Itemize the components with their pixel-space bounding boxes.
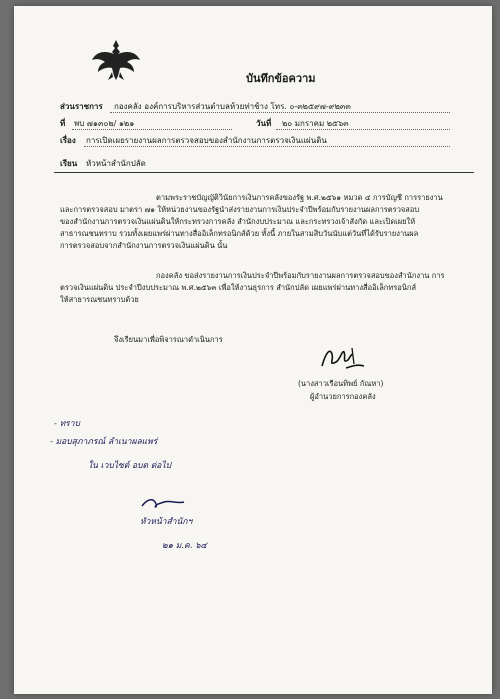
signer-name: (นางสาวเรือนทิพย์ กัณหา)	[298, 379, 384, 388]
handwritten-note: หัวหน้าสำนักฯ	[140, 517, 193, 527]
para2-line: ตรวจเงินแผ่นดิน ประจำปีงบประมาณ พ.ศ.๒๕๖๓ เพื่อให้งานธุรการ สำนักปลัด เผยแพร่ผ่านทางสื่ออิเล็กทรอนิกส์	[60, 283, 417, 292]
subject-label: เรื่อง	[60, 136, 76, 145]
para1-line: ของสำนักงานการตรวจเงินแผ่นดินให้กระทรวงการคลัง สำนักงบประมาณ และกระทรวงเจ้าสังกัด และเปิดเผยให้	[60, 217, 416, 226]
addressee-label: เรียน	[60, 159, 78, 168]
director-signature	[316, 344, 368, 374]
date-dotline	[276, 129, 450, 130]
date-label: วันที่	[256, 119, 272, 128]
department-value: กองคลัง องค์การบริหารส่วนตำบลห้วยท่าช้าง โทร. ๐-๓๒๕๙๗-๙๒๓๓	[114, 102, 351, 111]
department-label: ส่วนราชการ	[60, 102, 103, 111]
header-divider	[54, 172, 474, 173]
handwritten-signature	[138, 494, 190, 514]
handwritten-note: - มอบสุภาภรณ์ ลำเนาผลแพร่	[50, 437, 158, 447]
addressee-value: หัวหน้าสำนักปลัด	[86, 159, 146, 168]
subject-dotline	[84, 146, 450, 147]
memo-page	[14, 6, 492, 694]
date-value: ๒๐ มกราคม ๒๕๖๓	[282, 119, 349, 128]
para1-line: และการตรวจสอบ มาตรา ๗๑ ให้หน่วยงานของรัฐนำส่งรายงานการเงินประจำปีพร้อมกับรายงานผลการตรวจสอบ	[60, 205, 420, 214]
subject-value: การเปิดเผยรายงานผลการตรวจสอบของสำนักงานการตรวจเงินแผ่นดิน	[86, 136, 327, 145]
para1-line: การตรวจสอบจากสำนักงานการตรวจเงินแผ่นดิน นั้น	[60, 241, 228, 250]
department-dotline	[110, 112, 450, 113]
closing-line: จึงเรียนมาเพื่อพิจารณาดำเนินการ	[114, 335, 223, 344]
doc-no-value: พบ ๗๑๓๐๒/ ๑๒๑	[74, 119, 135, 128]
para2-line: ให้สาธารณชนทราบด้วย	[60, 295, 139, 304]
garuda-emblem-icon	[90, 36, 142, 82]
para1-line: สาธารณชนทราบ รวมทั้งเผยแพร่ผ่านทางสื่ออิเล็กทรอนิกส์ด้วย ทั้งนี้ ภายในสามสิบวันนับแต่วันที่ได้รับรายงานผล	[60, 229, 419, 238]
handwritten-date: ๒๑ ม.ค. ๖๔	[162, 541, 207, 551]
para2-line: กองคลัง ขอส่งรายงานการเงินประจำปีพร้อมกับรายงานผลการตรวจสอบของสำนักงาน การ	[156, 271, 445, 280]
doc-no-dotline	[72, 129, 232, 130]
handwritten-note: ใน เวบไซต์ อบต ต่อไป	[88, 461, 172, 471]
handwritten-note: - ทราบ	[54, 419, 80, 429]
signer-position: ผู้อำนวยการกองคลัง	[310, 392, 376, 401]
para1-line: ตามพระราชบัญญัติวินัยการเงินการคลังของรัฐ พ.ศ.๒๕๖๑ หมวด ๔ การบัญชี การรายงาน	[156, 193, 443, 202]
doc-no-label: ที่	[60, 119, 66, 128]
memo-title: บันทึกข้อความ	[246, 72, 316, 85]
